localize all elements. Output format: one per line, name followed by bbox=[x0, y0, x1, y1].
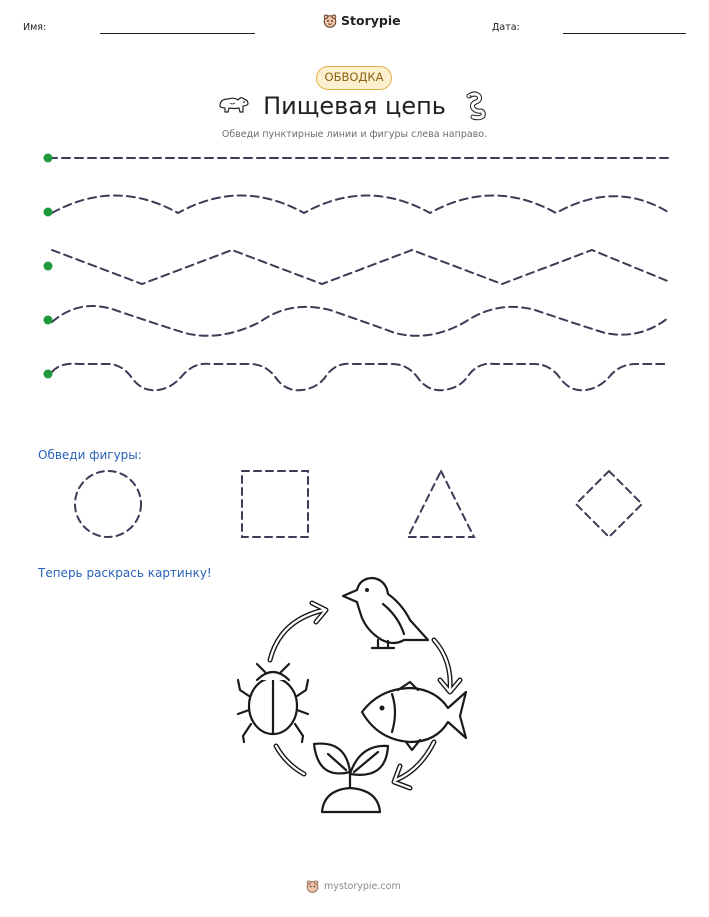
sprout-icon bbox=[314, 744, 388, 812]
logo-text: Storypie bbox=[341, 13, 401, 28]
coloring-section-label: Теперь раскрась картинку! bbox=[38, 566, 212, 580]
bird-icon bbox=[343, 578, 428, 648]
storypie-mascot-icon bbox=[306, 880, 319, 893]
date-label: Дата: bbox=[492, 22, 520, 33]
beetle-icon bbox=[238, 664, 308, 742]
page-title: Пищевая цепь bbox=[263, 92, 446, 120]
footer-site: mystorypie.com bbox=[324, 881, 401, 892]
category-badge: ОБВОДКА bbox=[316, 66, 392, 90]
footer bbox=[306, 880, 401, 893]
shapes-section-label: Обведи фигуры: bbox=[38, 448, 142, 462]
name-label: Имя: bbox=[23, 22, 47, 33]
instructions-text: Обведи пунктирные линии и фигуры слева направо. bbox=[221, 129, 488, 140]
